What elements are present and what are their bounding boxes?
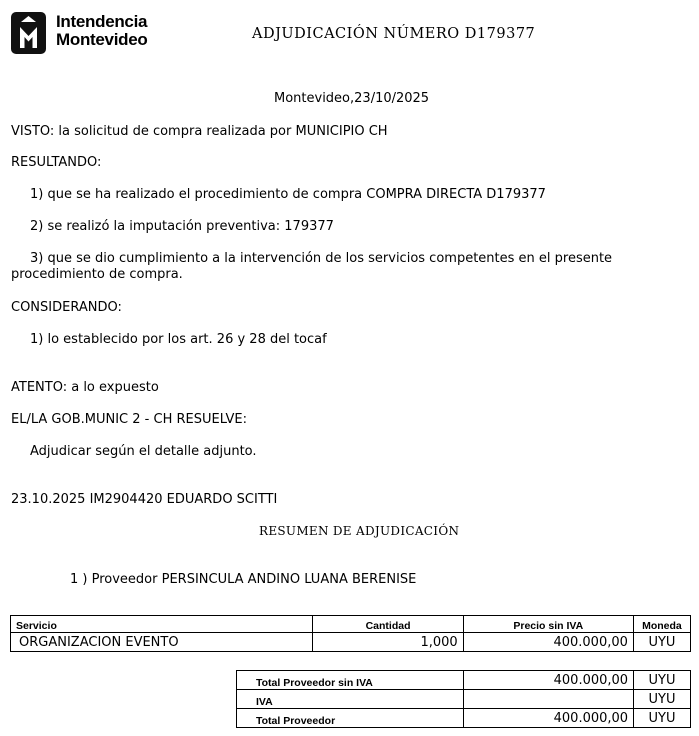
iva-currency: UYU [634,690,691,709]
totals-table [236,670,691,728]
totals-row-sin-iva [237,671,691,690]
resumen-title: RESUMEN DE ADJUDICACIÓN [259,524,460,538]
cell-precio: 400.000,00 [463,633,633,652]
resultando-item-1: 1) que se ha realizado el procedimiento de compra COMPRA DIRECTA D179377 [30,187,546,202]
total-label: Total Proveedor [237,709,464,728]
table-row [11,633,691,652]
total-sin-iva-label: Total Proveedor sin IVA [237,671,464,690]
totals-row-total [237,709,691,728]
resultando-heading: RESULTANDO: [11,155,102,170]
adjudicar-text: Adjudicar según el detalle adjunto. [30,444,257,459]
col-header-moneda: Moneda [633,616,690,633]
detail-table-header [11,616,691,633]
document-title: ADJUDICACIÓN NÚMERO D179377 [252,26,536,42]
logo-line-1: Intendencia [56,12,148,31]
cell-moneda: UYU [633,633,690,652]
total-sin-iva-value: 400.000,00 [464,671,634,690]
visto-text: VISTO: la solicitud de compra realizada por MUNICIPIO CH [11,124,388,139]
proveedor-line: 1 ) Proveedor PERSINCULA ANDINO LUANA BERENISE [70,572,417,587]
detail-table [10,615,691,652]
total-sin-iva-currency: UYU [634,671,691,690]
cell-cantidad: 1,000 [313,633,463,652]
col-header-cantidad: Cantidad [313,616,463,633]
total-value: 400.000,00 [464,709,634,728]
totals-row-iva [237,690,691,709]
iva-value [464,690,634,709]
resultando-item-2: 2) se realizó la imputación preventiva: 179377 [30,219,334,234]
resultando-item-3-line-2: procedimiento de compra. [11,267,183,282]
signature-line: 23.10.2025 IM2904420 EDUARDO SCITTI [11,492,278,507]
resuelve-text: EL/LA GOB.MUNIC 2 - CH RESUELVE: [11,412,247,427]
logo-wordmark [56,13,147,49]
place-date: Montevideo,23/10/2025 [274,91,430,106]
resultando-item-3-line-1: 3) que se dio cumplimiento a la intervención de los servicios competentes en el presente [30,251,613,266]
total-currency: UYU [634,709,691,728]
considerando-heading: CONSIDERANDO: [11,300,122,315]
logo-line-2: Montevideo [56,30,148,49]
iva-label: IVA [237,690,464,709]
intendencia-logo-icon [11,12,46,54]
considerando-item-1: 1) lo establecido por los art. 26 y 28 del tocaf [30,332,327,347]
col-header-precio: Precio sin IVA [463,616,633,633]
atento-text: ATENTO: a lo expuesto [11,380,159,395]
col-header-servicio: Servicio [11,616,313,633]
cell-servicio: ORGANIZACION EVENTO [11,633,313,652]
